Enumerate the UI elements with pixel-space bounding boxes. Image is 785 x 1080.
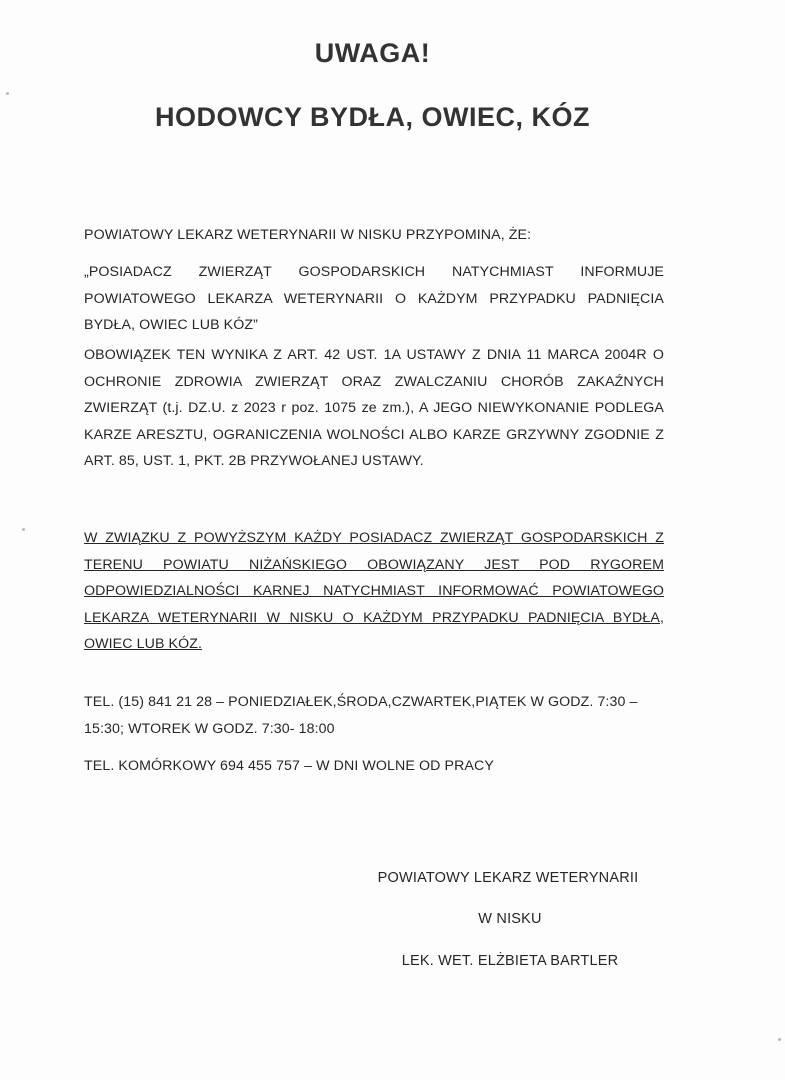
mobile-contact: TEL. KOMÓRKOWY 694 455 757 – W DNI WOLNE OD PRACY [84, 758, 494, 774]
signature-name: LEK. WET. ELŻBIETA BARTLER [401, 953, 619, 969]
intro-paragraph: POWIATOWY LEKARZ WETERYNARII W NISKU PRZYPOMINA, ŻE: [84, 227, 532, 243]
phone-contact: TEL. (15) 841 21 28 – PONIEDZIAŁEK,ŚRODA,CZWARTEK,PIĄTEK W GODZ. 7:30 – 15:30; WTOREK W GODZ. 7:30- 18:00 [84, 694, 638, 737]
warning-heading: UWAGA! [314, 38, 431, 68]
legal-basis-paragraph: OBOWIĄZEK TEN WYNIKA Z ART. 42 UST. 1A USTAWY Z DNIA 11 MARCA 2004R O OCHRONIE ZDROWIA ZWIERZĄT ORAZ ZWALCZANIU CHORÓB ZAKAŹNYCH ZWIERZĄT (t.j. DZ.U. z 2023 r poz. 1075 ze zm.), A JEGO NIEWYKONANIE PODLEGA KARZE ARESZTU, OGRANICZENIA WOLNOŚCI ALBO KARZE GRZYWNY ZGODNIE Z ART. 85, UST. 1, PKT. 2B PRZYWOŁANEJ USTAWY. [84, 347, 664, 469]
scan-speck [778, 1038, 781, 1041]
signature-office: POWIATOWY LEKARZ WETERYNARII [377, 870, 639, 886]
audience-heading: HODOWCY BYDŁA, OWIEC, KÓZ [155, 102, 590, 132]
scan-speck [22, 528, 25, 531]
signature-city: W NISKU [478, 911, 542, 927]
scan-speck [6, 92, 9, 95]
quote-paragraph: „POSIADACZ ZWIERZĄT GOSPODARSKICH NATYCHMIAST INFORMUJE POWIATOWEGO LEKARZA WETERYNARII O KAŻDYM PRZYPADKU PADNIĘCIA BYDŁA, OWIEC LUB KÓZ” [84, 264, 664, 333]
underlined-notice-paragraph: W ZWIĄZKU Z POWYŻSZYM KAŻDY POSIADACZ ZWIERZĄT GOSPODARSKICH Z TERENU POWIATU NIŻAŃSKIEGO OBOWIĄZANY JEST POD RYGOREM ODPOWIEDZIALNOŚCI KARNEJ NATYCHMIAST INFORMOWAĆ POWIATOWEGO LEKARZA WETERYNARII W NISKU O KAŻDYM PRZYPADKU PADNIĘCIA BYDŁA, OWIEC LUB KÓZ. [84, 530, 664, 652]
